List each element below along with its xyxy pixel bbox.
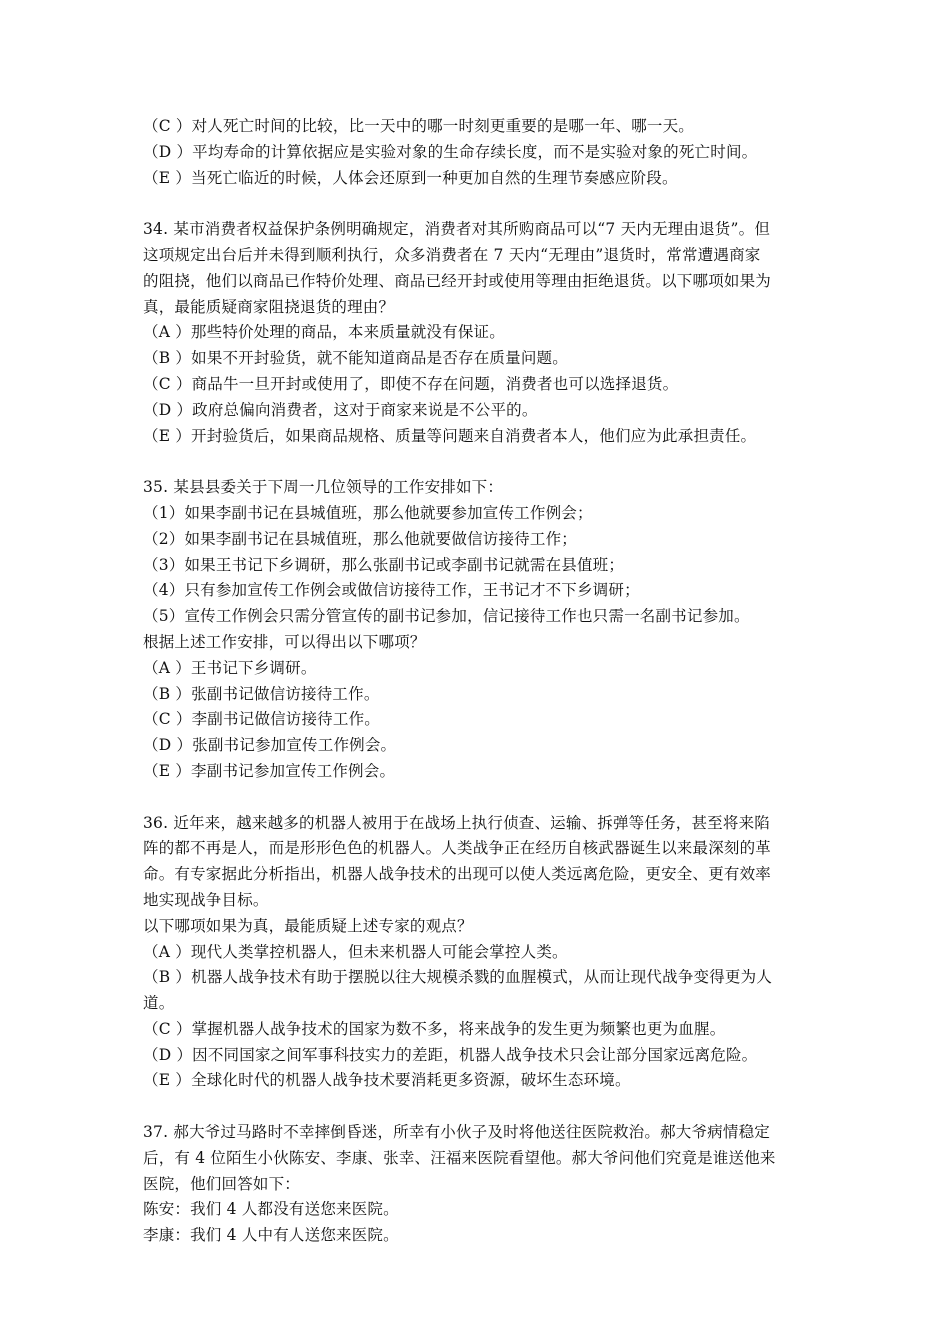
text-line: （C ）商品牛一旦开封或使用了，即使不存在问题，消费者也可以选择退货。	[143, 374, 679, 393]
text-line: 命。有专家据此分析指出，机器人战争技术的出现可以使人类远离危险，更安全、更有效率	[143, 865, 772, 884]
paragraph-gap	[143, 1094, 811, 1120]
text-line: 34. 某市消费者权益保护条例明确规定，消费者对其所购商品可以“7 天内无理由退货”。但	[143, 220, 771, 239]
text-line: （B ）张副书记做信访接待工作。	[143, 684, 380, 703]
text-line: 道。	[143, 994, 175, 1013]
text-line: 37. 郝大爷过马路时不幸摔倒昏迷，所幸有小伙子及时将他送往医院救治。郝大爷病情稳定	[143, 1123, 770, 1142]
text-line: （E ）当死亡临近的时候，人体会还原到一种更加自然的生理节奏感应阶段。	[143, 168, 678, 187]
text-line: （C ）对人死亡时间的比较，比一天中的哪一时刻更重要的是哪一年、哪一天。	[143, 117, 694, 135]
paragraph-gap	[143, 191, 811, 217]
text-line: 后，有 4 位陌生小伙陈安、李康、张幸、汪福来医院看望他。郝大爷问他们究竟是谁送他来	[143, 1148, 776, 1167]
text-line: （A ）王书记下乡调研。	[143, 658, 317, 677]
text-line: （A ）现代人类掌控机器人，但未来机器人可能会掌控人类。	[143, 942, 568, 961]
question-block	[143, 475, 811, 785]
text-line: （D ）平均寿命的计算依据应是实验对象的生命存续长度，而不是实验对象的死亡时间。	[143, 142, 758, 161]
text-line: （E ）开封验货后，如果商品规格、质量等问题来自消费者本人，他们应为此承担责任。	[143, 426, 757, 445]
paragraph-gap	[143, 785, 811, 811]
text-line: （B ）机器人战争技术有助于摆脱以往大规模杀戮的血腥模式，从而让现代战争变得更为人	[143, 968, 773, 987]
question-block	[143, 114, 811, 191]
text-line: 陈安：我们 4 人都没有送您来医院。	[143, 1200, 399, 1219]
text-line: 医院，他们回答如下：	[143, 1174, 301, 1193]
text-line: 李康：我们 4 人中有人送您来医院。	[143, 1226, 399, 1245]
text-line: 36. 近年来，越来越多的机器人被用于在战场上执行侦查、运输、拆弹等任务，甚至将来陷	[143, 813, 770, 832]
text-line: （D ）政府总偏向消费者，这对于商家来说是不公平的。	[143, 400, 538, 419]
text-line: （5）宣传工作例会只需分管宣传的副书记参加，信记接待工作也只需一名副书记参加。	[143, 607, 750, 626]
text-line: 真，最能质疑商家阻挠退货的理由？	[143, 297, 395, 316]
text-line: 阵的都不再是人，而是形形色色的机器人。人类战争正在经历自核武器诞生以来最深刻的革	[143, 839, 772, 858]
text-line: 地实现战争目标。	[143, 890, 269, 909]
document-body	[143, 114, 811, 1249]
text-line: （D ）因不同国家之间军事科技实力的差距，机器人战争技术只会让部分国家远离危险。	[143, 1045, 758, 1064]
text-line: 35. 某县县委关于下周一几位领导的工作安排如下：	[143, 478, 504, 497]
text-line: （1）如果李副书记在县城值班，那么他就要参加宣传工作例会；	[143, 503, 593, 522]
question-block	[143, 1120, 811, 1249]
text-line: （D ）张副书记参加宣传工作例会。	[143, 736, 397, 755]
paragraph-gap	[143, 449, 811, 475]
text-line: （C ）掌握机器人战争技术的国家为数不多，将来战争的发生更为频繁也更为血腥。	[143, 1019, 726, 1038]
text-line: 以下哪项如果为真，最能质疑上述专家的观点？	[143, 916, 473, 935]
text-line: （2）如果李副书记在县城值班，那么他就要做信访接待工作；	[143, 529, 577, 548]
text-line: （E ）李副书记参加宣传工作例会。	[143, 761, 396, 780]
text-line: 的阻挠，他们以商品已作特价处理、商品已经开封或使用等理由拒绝退货。以下哪项如果为	[143, 271, 772, 290]
text-line: （B ）如果不开封验货，就不能知道商品是否存在质量问题。	[143, 349, 568, 368]
text-line: （3）如果王书记下乡调研，那么张副书记或李副书记就需在县值班；	[143, 555, 625, 574]
text-line: （A ）那些特价处理的商品，本来质量就没有保证。	[143, 323, 505, 342]
text-line: （C ）李副书记做信访接待工作。	[143, 710, 380, 729]
text-line: 这项规定出台后并未得到顺利执行，众多消费者在 7 天内“无理由”退货时，常常遭遇商家	[143, 245, 761, 264]
text-line: （4）只有参加宣传工作例会或做信访接待工作，王书记才不下乡调研；	[143, 581, 640, 600]
text-line: （E ）全球化时代的机器人战争技术要消耗更多资源，破坏生态环境。	[143, 1071, 631, 1090]
text-line: 根据上述工作安排，可以得出以下哪项？	[143, 632, 426, 651]
question-block	[143, 217, 811, 449]
question-block	[143, 811, 811, 1095]
